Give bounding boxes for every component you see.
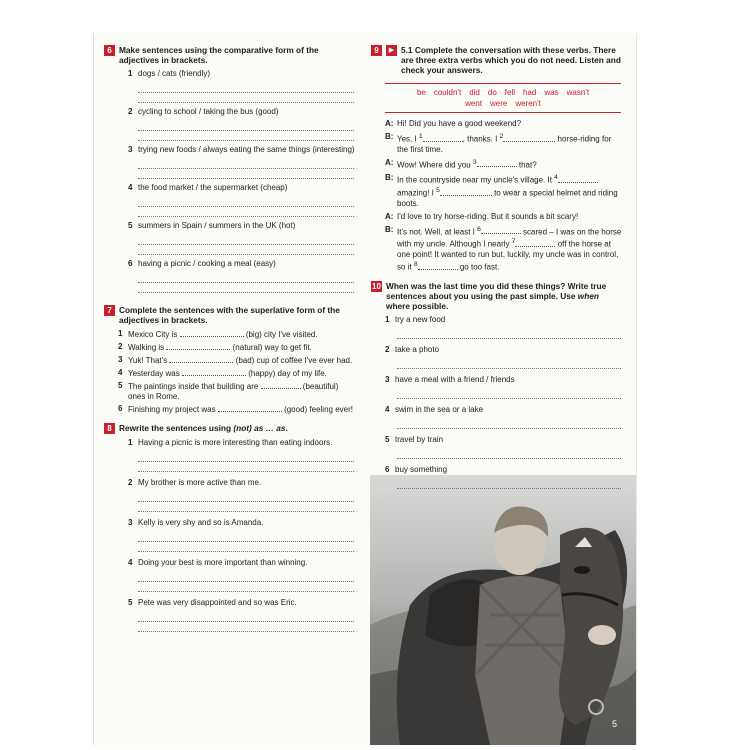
list-item: 1 try a new food	[385, 314, 446, 324]
gap-blank[interactable]	[440, 188, 492, 196]
answer-line[interactable]	[397, 389, 621, 399]
answer-line[interactable]	[397, 329, 621, 339]
gap-blank[interactable]	[218, 404, 282, 412]
gap-blank[interactable]	[481, 226, 521, 234]
answer-line[interactable]	[138, 235, 354, 245]
exercise-instruction: 5.1 Complete the conversation with these verbs. There are three extra verbs which you do not need. Listen and check your answers.	[401, 45, 621, 75]
list-item: 6 buy something	[385, 464, 448, 474]
answer-line[interactable]	[138, 131, 354, 141]
dialogue-line: A: I'd love to try horse-riding. But it sounds a bit scary!	[385, 211, 579, 221]
exercise-instruction: Rewrite the sentences using (not) as … as.	[119, 423, 288, 433]
photo-illustration	[370, 475, 636, 745]
gap-blank[interactable]	[180, 329, 244, 337]
answer-line[interactable]	[138, 245, 354, 255]
gap-blank[interactable]	[166, 342, 230, 350]
gap-blank[interactable]	[182, 368, 246, 376]
list-item: 5 summers in Spain / summers in the UK (hot)	[128, 221, 296, 230]
list-item: 1 Having a picnic is more interesting than eating indoors.	[128, 438, 333, 447]
dialogue-line: B: In the countryside near my uncle's village. It $^4$ amazing! I $^5$ to wear a special helmet and riding boots.	[385, 173, 618, 208]
list-item: 5 The paintings inside that building are (beautiful) ones in Rome.	[118, 381, 339, 401]
list-item: 6 having a picnic / cooking a meal (easy)	[128, 259, 276, 268]
gap-blank[interactable]	[558, 175, 598, 183]
answer-line[interactable]	[138, 159, 354, 169]
list-item: 3 Yuk! That's (bad) cup of coffee I've ever had.	[118, 355, 353, 365]
answer-line[interactable]	[397, 449, 621, 459]
answer-line[interactable]	[138, 612, 354, 622]
list-item: 3 trying new foods / always eating the same things (interesting)	[128, 145, 355, 154]
list-item: 2 Walking is (natural) way to get fit.	[118, 342, 312, 352]
gap-blank[interactable]	[423, 134, 463, 142]
exercise-number: 9	[371, 45, 382, 56]
exercise-number: 10	[372, 281, 381, 291]
answer-line[interactable]	[138, 572, 354, 582]
answer-line[interactable]	[138, 452, 354, 462]
answer-line[interactable]	[397, 359, 621, 369]
list-item: 3 have a meal with a friend / friends	[385, 374, 515, 384]
exercise-6	[104, 45, 356, 293]
boy-with-horse-photo	[370, 475, 636, 745]
answer-line[interactable]	[138, 207, 354, 217]
list-item: 4 swim in the sea or a lake	[385, 404, 484, 414]
gap-blank[interactable]	[418, 262, 458, 270]
list-item: 4 Doing your best is more important than winning.	[128, 558, 308, 567]
answer-line[interactable]	[138, 197, 354, 207]
answer-line[interactable]	[138, 121, 354, 131]
dialogue-line: A: Wow! Where did you $^3$ that?	[385, 157, 537, 170]
left-column	[104, 45, 356, 638]
audio-icon[interactable]: ▶	[386, 45, 397, 56]
word-box: be couldn't did do fell had was wasn't went were weren't	[385, 83, 621, 113]
gap-blank[interactable]	[261, 381, 301, 389]
dialogue-line: A: Hi! Did you have a good weekend?	[385, 119, 522, 128]
answer-line[interactable]	[138, 83, 354, 93]
exercise-8	[104, 423, 356, 632]
dialogue-line: B: Yes, I $^1$ , thanks. I $^2$ horse-riding for the first time.	[385, 132, 612, 154]
gap-blank[interactable]	[477, 159, 517, 167]
list-item: 4 the food market / the supermarket (cheap)	[128, 183, 288, 192]
answer-line[interactable]	[138, 492, 354, 502]
gap-blank[interactable]	[515, 239, 555, 247]
exercise-number: 6	[104, 45, 115, 56]
list-item: 2 cycling to school / taking the bus (good)	[128, 107, 279, 116]
answer-line[interactable]	[138, 273, 354, 283]
list-item: 5 Pete was very disappointed and so was Eric.	[128, 598, 297, 607]
right-column	[371, 45, 623, 495]
answer-line[interactable]	[397, 479, 621, 489]
list-item: 4 Yesterday was (happy) day of my life.	[118, 368, 327, 378]
list-item: 3 Kelly is very shy and so is Amanda.	[128, 518, 264, 527]
page-number: 5	[612, 719, 618, 729]
list-item: 2 take a photo	[385, 344, 440, 354]
exercise-instruction: When was the last time you did these things? Write true sentences about you using the past simple. Use when where possible.	[386, 280, 607, 311]
exercise-instruction: Make sentences using the comparative form of the adjectives in brackets.	[119, 45, 319, 65]
exercise-number: 8	[104, 423, 115, 434]
exercise-7	[104, 305, 356, 415]
answer-line[interactable]	[138, 169, 354, 179]
answer-line[interactable]	[138, 462, 354, 472]
answer-line[interactable]	[397, 419, 621, 429]
answer-line[interactable]	[138, 542, 354, 552]
exercise-instruction: Complete the sentences with the superlative form of the adjectives in brackets.	[119, 305, 340, 325]
gap-blank[interactable]	[169, 355, 233, 363]
list-item: 1 dogs / cats (friendly)	[128, 69, 211, 78]
answer-line[interactable]	[138, 502, 354, 512]
exercise-9	[371, 45, 623, 273]
answer-line[interactable]	[138, 283, 354, 293]
list-item: 2 My brother is more active than me.	[128, 478, 262, 487]
list-item: 5 travel by train	[385, 434, 444, 444]
list-item: 1 Mexico City is (big) city I've visited.	[118, 329, 318, 339]
answer-line[interactable]	[138, 93, 354, 103]
gap-blank[interactable]	[503, 134, 555, 142]
dialogue-line: B: It's not. Well, at least I $^6$ scared – I was on the horse with my uncle. Although I nearly $^7$ off the horse at one point! It wanted to run but, luckily, my uncle was in control, so it $^8$ go too fast.	[385, 224, 622, 272]
list-item: 6 Finishing my project was (good) feeling ever!	[118, 404, 353, 414]
exercise-number: 7	[104, 305, 115, 316]
answer-line[interactable]	[138, 582, 354, 592]
exercise-10	[371, 281, 623, 489]
answer-line[interactable]	[138, 532, 354, 542]
answer-line[interactable]	[138, 622, 354, 632]
